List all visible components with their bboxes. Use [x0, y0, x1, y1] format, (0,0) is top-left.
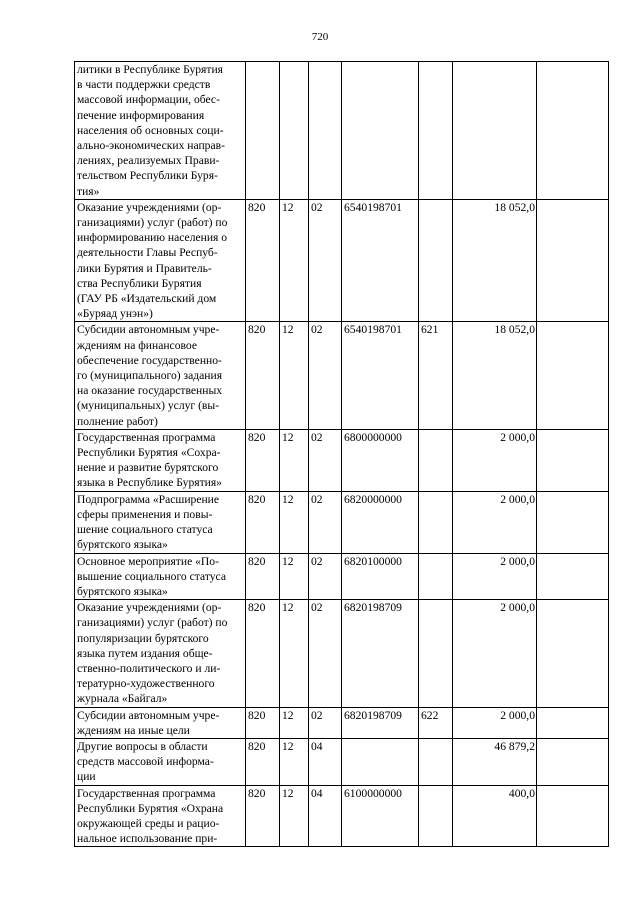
- amount: 2 000,0: [453, 707, 537, 738]
- target-code: 6820198709: [342, 707, 419, 738]
- subsection-code: 02: [309, 553, 342, 600]
- table-row: [75, 62, 609, 200]
- table-row: [75, 491, 609, 553]
- row-name: Государственная программа Республики Бурятия «Охрана окружающей среды и рацио- нальное использование при-: [75, 785, 246, 847]
- subsection-code: 02: [309, 322, 342, 429]
- expense-type-code: [419, 62, 453, 200]
- section-code: 12: [280, 553, 309, 600]
- expense-type-code: [419, 553, 453, 600]
- target-code: 6820100000: [342, 553, 419, 600]
- amount: [453, 62, 537, 200]
- subsection-code: 02: [309, 429, 342, 491]
- amount: 46 879,2: [453, 738, 537, 785]
- amount: 2 000,0: [453, 491, 537, 553]
- row-name: литики в Республике Бурятия в части поддержки средств массовой информации, обес- печение информирования населения об основных соци- ально-экономических направ- лениях, реализуемых Прави- тельством Республики Буря- тия»: [75, 62, 246, 200]
- section-code: 12: [280, 785, 309, 847]
- expense-type-code: 621: [419, 322, 453, 429]
- row-name: Оказание учреждениями (ор- ганизациями) услуг (работ) по информированию населения о деятельности Главы Респуб- лики Бурятия и Правитель- ства Республики Бурятия (ГАУ РБ «Издательский дом «Буряад унэн»): [75, 199, 246, 322]
- target-code: [342, 62, 419, 200]
- section-code: 12: [280, 707, 309, 738]
- subsection-code: 02: [309, 491, 342, 553]
- subsection-code: [309, 62, 342, 200]
- empty-cell: [537, 62, 609, 200]
- ministry-code: 820: [246, 600, 280, 707]
- section-code: 12: [280, 322, 309, 429]
- row-name: Оказание учреждениями (ор- ганизациями) услуг (работ) по популяризации бурятского языка путем издания обще- ственно-политического и ли- тературно-художественного журнала «Байгал»: [75, 600, 246, 707]
- expense-type-code: [419, 738, 453, 785]
- amount: 2 000,0: [453, 553, 537, 600]
- page-number: 720: [311, 31, 329, 43]
- target-code: 6820000000: [342, 491, 419, 553]
- subsection-code: 04: [309, 738, 342, 785]
- target-code: [342, 738, 419, 785]
- section-code: 12: [280, 738, 309, 785]
- row-name: Основное мероприятие «По- вышение социального статуса бурятского языка»: [75, 553, 246, 600]
- target-code: 6540198701: [342, 199, 419, 322]
- amount: 2 000,0: [453, 600, 537, 707]
- row-name: Государственная программа Республики Бурятия «Сохра- нение и развитие бурятского языка в Республике Бурятия»: [75, 429, 246, 491]
- table-row: [75, 738, 609, 785]
- ministry-code: 820: [246, 199, 280, 322]
- target-code: 6100000000: [342, 785, 419, 847]
- section-code: [280, 62, 309, 200]
- row-name: Субсидии автономным учре- ждениям на финансовое обеспечение государственно- го (муниципального) задания на оказание государственных (муниципальных) услуг (вы- полнение работ): [75, 322, 246, 429]
- ministry-code: 820: [246, 429, 280, 491]
- amount: 2 000,0: [453, 429, 537, 491]
- section-code: 12: [280, 199, 309, 322]
- empty-cell: [537, 199, 609, 322]
- table-row: [75, 199, 609, 322]
- subsection-code: 04: [309, 785, 342, 847]
- table-row: [75, 785, 609, 847]
- ministry-code: 820: [246, 491, 280, 553]
- subsection-code: 02: [309, 707, 342, 738]
- row-name: Подпрограмма «Расширение сферы применения и повы- шение социального статуса бурятского языка»: [75, 491, 246, 553]
- expense-type-code: [419, 429, 453, 491]
- section-code: 12: [280, 600, 309, 707]
- ministry-code: 820: [246, 707, 280, 738]
- ministry-code: [246, 62, 280, 200]
- table-row: [75, 553, 609, 600]
- empty-cell: [537, 707, 609, 738]
- amount: 400,0: [453, 785, 537, 847]
- budget-table: [74, 61, 609, 847]
- table-row: [75, 322, 609, 429]
- empty-cell: [537, 600, 609, 707]
- ministry-code: 820: [246, 322, 280, 429]
- expense-type-code: [419, 785, 453, 847]
- subsection-code: 02: [309, 199, 342, 322]
- expense-type-code: [419, 491, 453, 553]
- expense-type-code: 622: [419, 707, 453, 738]
- expense-type-code: [419, 199, 453, 322]
- amount: 18 052,0: [453, 199, 537, 322]
- table-row: [75, 707, 609, 738]
- section-code: 12: [280, 491, 309, 553]
- row-name: Другие вопросы в области средств массовой информа- ции: [75, 738, 246, 785]
- empty-cell: [537, 491, 609, 553]
- target-code: 6800000000: [342, 429, 419, 491]
- empty-cell: [537, 429, 609, 491]
- table-row: [75, 429, 609, 491]
- target-code: 6820198709: [342, 600, 419, 707]
- amount: 18 052,0: [453, 322, 537, 429]
- ministry-code: 820: [246, 553, 280, 600]
- empty-cell: [537, 738, 609, 785]
- target-code: 6540198701: [342, 322, 419, 429]
- empty-cell: [537, 322, 609, 429]
- subsection-code: 02: [309, 600, 342, 707]
- expense-type-code: [419, 600, 453, 707]
- table-row: [75, 600, 609, 707]
- ministry-code: 820: [246, 785, 280, 847]
- section-code: 12: [280, 429, 309, 491]
- empty-cell: [537, 553, 609, 600]
- row-name: Субсидии автономным учре- ждениям на иные цели: [75, 707, 246, 738]
- ministry-code: 820: [246, 738, 280, 785]
- empty-cell: [537, 785, 609, 847]
